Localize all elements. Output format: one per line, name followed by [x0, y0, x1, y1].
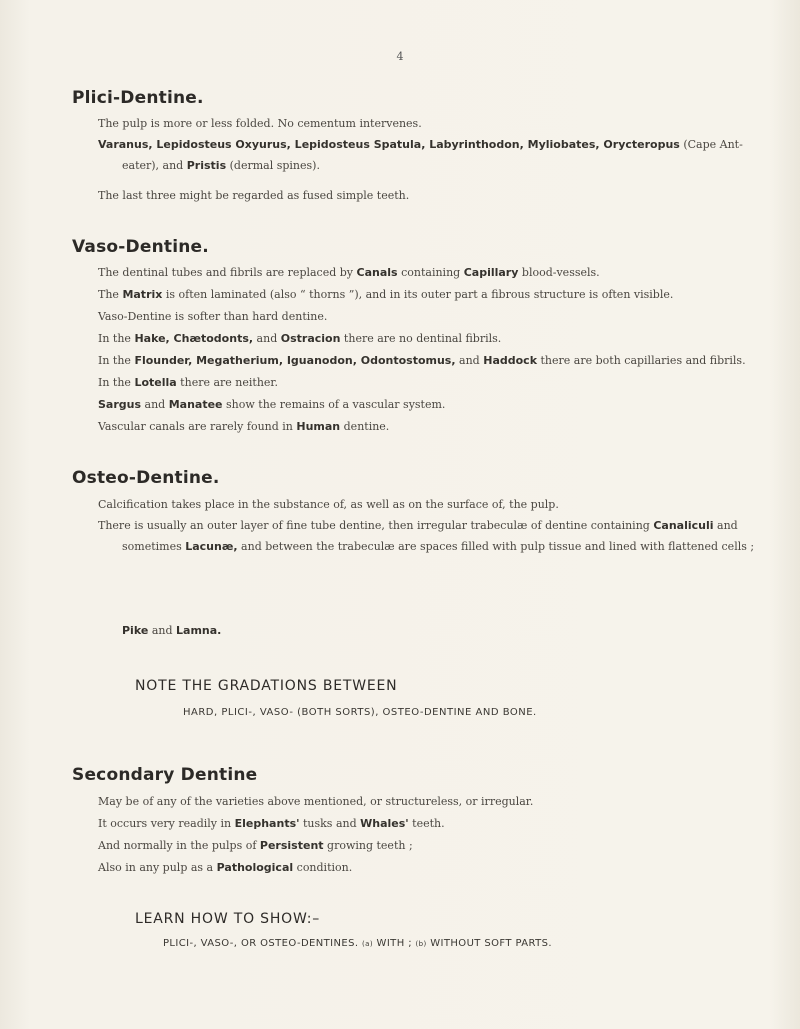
secondary-line-4 [98, 857, 738, 878]
heading-vaso-dentine: Vaso-Dentine. [72, 237, 209, 257]
bold-term: Whales' [360, 817, 409, 830]
text-run: blood-vessels. [518, 266, 600, 279]
plici-examples-tail: (Cape Ant-eater), and [122, 138, 743, 172]
text-run: dentine. [340, 420, 390, 433]
bold-term: Pathological [216, 861, 294, 874]
vaso-line-5 [98, 350, 758, 371]
plici-pristis-tail: (dermal spines). [226, 159, 320, 172]
text-run: WITH ; [372, 938, 416, 949]
text-run: and between the trabeculæ are spaces filled with pulp tissue and lined with flattened cells ; [237, 540, 755, 553]
text-run: containing [397, 266, 464, 279]
bold-term: Hake, Chætodonts, [134, 332, 254, 345]
text-run: there are neither. [176, 376, 278, 389]
bold-term: Ostracion [280, 332, 341, 345]
page-number: 4 [396, 50, 404, 63]
plici-line-1: The pulp is more or less folded. No cementum intervenes. [98, 117, 422, 130]
learn-subheading [163, 938, 552, 949]
text-run: growing teeth ; [323, 839, 413, 852]
plici-examples [98, 134, 766, 176]
vaso-line-8 [98, 416, 738, 437]
vaso-line-6 [98, 372, 738, 393]
bold-term: Capillary [463, 266, 519, 279]
bold-term: Elephants' [234, 817, 300, 830]
bold-term: Manatee [168, 398, 223, 411]
bold-term: Flounder, Megatherium, Iguanodon, Odontostomus, [134, 354, 456, 367]
text-run: In the [98, 354, 135, 367]
vaso-line-7 [98, 394, 738, 415]
text-run: and sometimes [122, 519, 738, 553]
list-marker: (a) [362, 940, 373, 948]
text-run: is often laminated (also “ thorns ”), and in its outer part a fibrous structure is often visible. [162, 288, 674, 301]
text-run: and [253, 332, 281, 345]
vaso-line-3: Vaso-Dentine is softer than hard dentine. [98, 310, 328, 323]
text-run: PLICI-, VASO-, OR OSTEO-DENTINES. [163, 938, 363, 949]
text-run: and [148, 624, 177, 637]
text-run: WITHOUT SOFT PARTS. [426, 938, 552, 949]
text-run: It occurs very readily in [98, 817, 235, 830]
plici-line-3: The last three might be regarded as fused simple teeth. [98, 189, 410, 202]
bold-term: Sargus [98, 398, 142, 411]
bold-term: Canaliculi [653, 519, 714, 532]
learn-heading: LEARN HOW TO SHOW:– [135, 911, 321, 927]
vaso-line-2 [98, 284, 758, 305]
list-marker: (b) [415, 940, 427, 948]
bold-term: Lacunæ, [185, 540, 238, 553]
vaso-line-4 [98, 328, 738, 349]
secondary-line-2 [98, 813, 738, 834]
secondary-line-3 [98, 835, 738, 856]
text-run: There is usually an outer layer of fine tube dentine, then irregular trabeculæ of dentine containing [98, 519, 654, 532]
text-run: Vascular canals are rarely found in [98, 420, 297, 433]
text-run: and [455, 354, 484, 367]
osteo-line-1: Calcification takes place in the substance of, as well as on the surface of, the pulp. [98, 498, 559, 511]
bold-term: Human [296, 420, 341, 433]
bold-term: Haddock [483, 354, 538, 367]
heading-plici-dentine: Plici-Dentine. [72, 88, 204, 108]
bold-term: Matrix [122, 288, 163, 301]
heading-secondary-dentine: Secondary Dentine [72, 765, 258, 785]
text-run: show the remains of a vascular system. [222, 398, 446, 411]
text-run: and [141, 398, 169, 411]
text-run: there are no dentinal fibrils. [340, 332, 502, 345]
text-run: there are both capillaries and fibrils. [537, 354, 746, 367]
text-run: In the [98, 376, 135, 389]
text-run: And normally in the pulps of [98, 839, 260, 852]
note-heading: NOTE THE GRADATIONS BETWEEN [135, 678, 398, 694]
heading-osteo-dentine: Osteo-Dentine. [72, 468, 220, 488]
bold-term: Lotella [134, 376, 177, 389]
text-run: In the [98, 332, 135, 345]
osteo-line-3 [122, 620, 762, 641]
osteo-line-2 [98, 515, 766, 557]
secondary-line-1: May be of any of the varieties above mentioned, or structureless, or irregular. [98, 795, 534, 808]
text-run: tusks and [299, 817, 361, 830]
bold-term: Lamna. [176, 624, 222, 637]
text-run: teeth. [408, 817, 445, 830]
text-run: The dentinal tubes and fibrils are replaced by [98, 266, 357, 279]
vaso-line-1 [98, 262, 738, 283]
bold-term: Persistent [259, 839, 324, 852]
plici-pristis: Pristis [186, 159, 227, 172]
plici-examples-bold: Varanus, Lepidosteus Oxyurus, Lepidosteus Spatula, Labyrinthodon, Myliobates, Orycteropus [98, 138, 680, 151]
text-run: Also in any pulp as a [98, 861, 217, 874]
note-subheading: HARD, PLICI-, VASO- (BOTH SORTS), OSTEO-DENTINE AND BONE. [183, 707, 537, 718]
bold-term: Pike [122, 624, 149, 637]
bold-term: Canals [356, 266, 398, 279]
text-run: The [98, 288, 123, 301]
text-run: condition. [293, 861, 353, 874]
